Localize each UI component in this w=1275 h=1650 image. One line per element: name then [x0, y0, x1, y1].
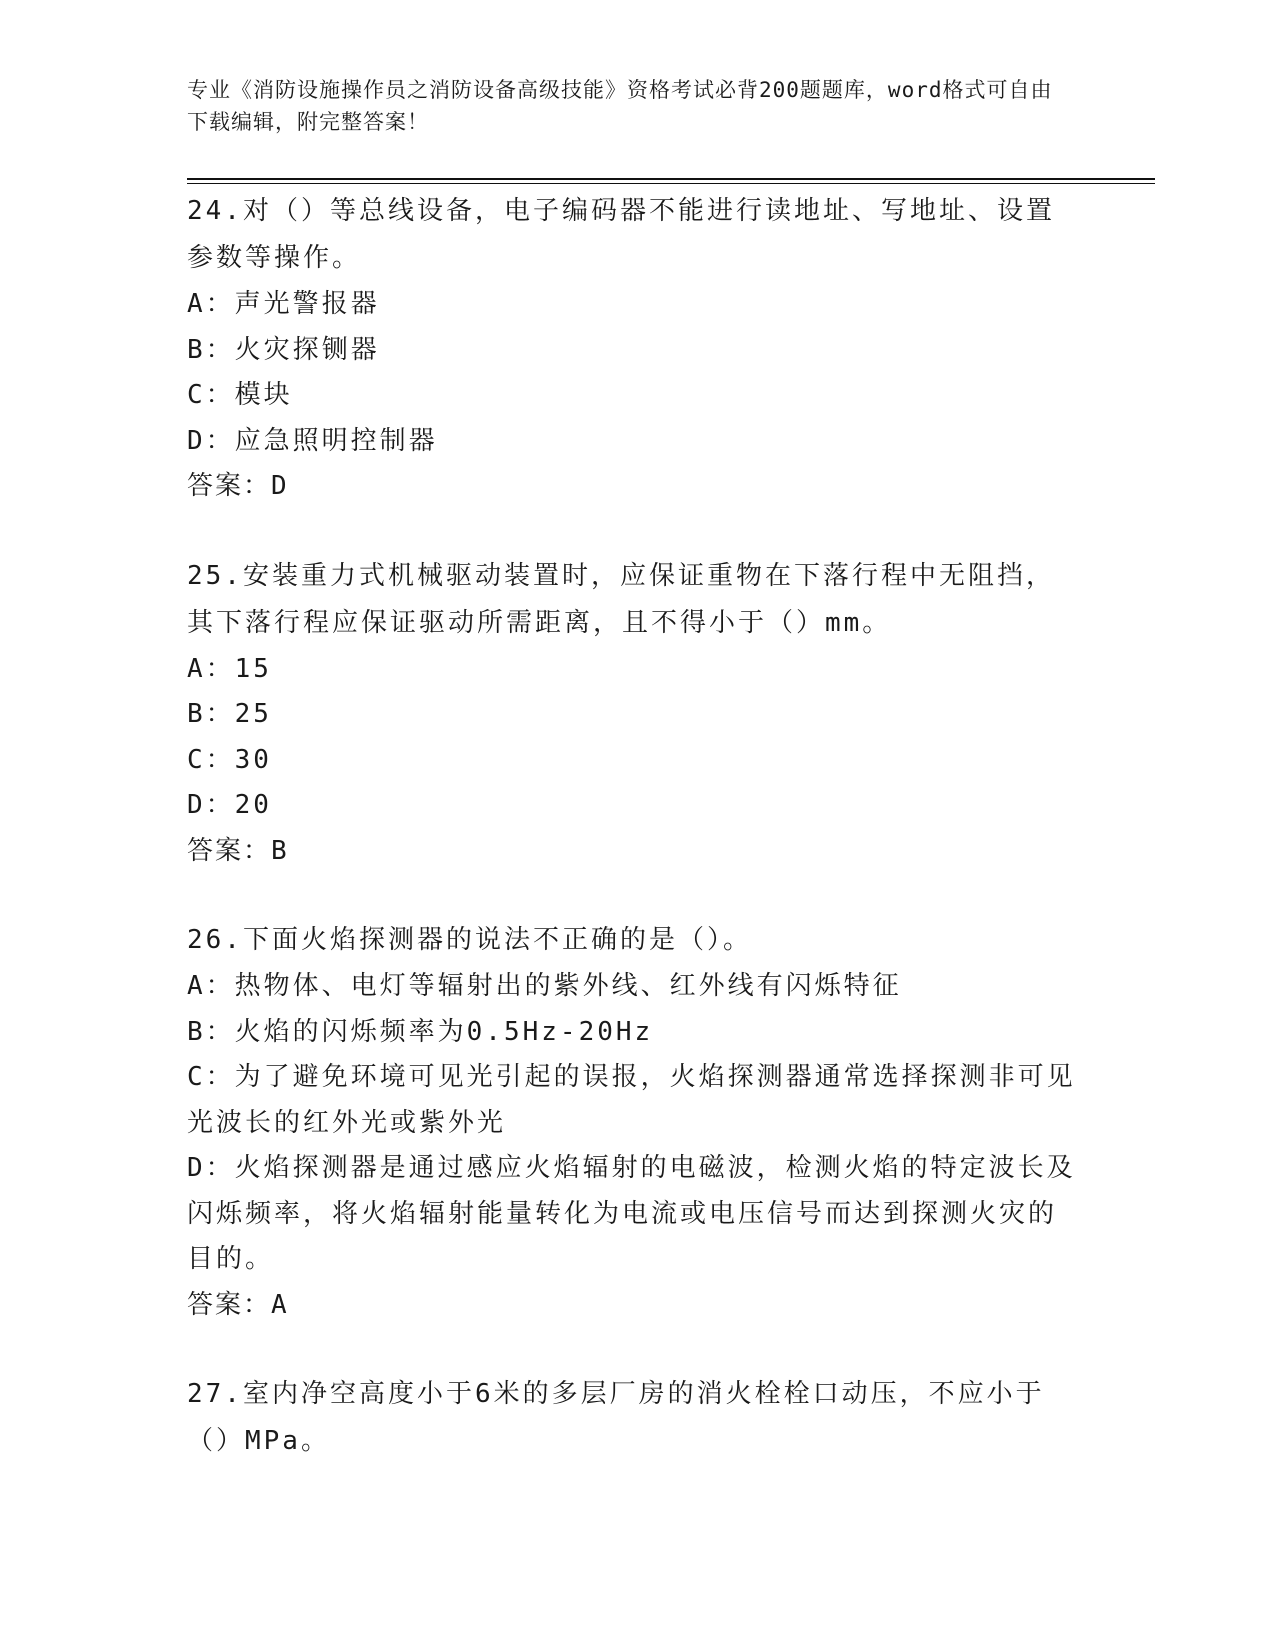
- question-24: [187, 188, 1077, 510]
- question-list: [187, 188, 1077, 1508]
- option-c: C：为了避免环境可见光引起的误报，火焰探测器通常选择探测非可见光波长的红外光或紫外光: [187, 1062, 1076, 1138]
- question-27: [187, 1371, 1077, 1465]
- option-b: B：25: [187, 699, 272, 729]
- answer-label: 答案：: [187, 1289, 272, 1320]
- option-b: B：火焰的闪烁频率为0.5Hz-20Hz: [187, 1016, 654, 1047]
- header-divider-thick: [187, 178, 1155, 180]
- answer-line: [187, 1283, 1077, 1329]
- question-stem: 26.下面火焰探测器的说法不正确的是（）。: [187, 925, 752, 955]
- question-25: [187, 553, 1077, 875]
- option-a: A：15: [187, 653, 272, 684]
- option-d: D：20: [187, 790, 272, 820]
- option-a: A：热物体、电灯等辐射出的紫外线、红外线有闪烁特征: [187, 971, 902, 1001]
- header-divider-thin: [187, 183, 1155, 184]
- option-d: D：应急照明控制器: [187, 425, 438, 456]
- answer-value: B: [271, 835, 289, 866]
- option-d: D：火焰探测器是通过感应火焰辐射的电磁波，检测火焰的特定波长及闪烁频率，将火焰辐射能量转化为电流或电压信号而达到探测火灾的目的。: [187, 1153, 1076, 1274]
- option-a: A：声光警报器: [187, 289, 380, 319]
- document-header: [187, 74, 1067, 138]
- answer-label: 答案：: [187, 835, 272, 866]
- question-stem: 27.室内净空高度小于6米的多层厂房的消火栓栓口动压，不应小于（）MPa。: [187, 1379, 1045, 1456]
- answer-line: [187, 464, 1077, 510]
- answer-label: 答案：: [187, 471, 272, 501]
- option-b: B：火灾探铡器: [187, 334, 380, 365]
- answer-line: [187, 829, 1077, 875]
- question-stem: 25.安装重力式机械驱动装置时，应保证重物在下落行程中无阻挡，其下落行程应保证驱动所需距离，且不得小于（）mm。: [187, 560, 1055, 638]
- answer-value: A: [271, 1289, 289, 1320]
- option-c: C：30: [187, 744, 272, 775]
- header-text: 专业《消防设施操作员之消防设备高级技能》资格考试必背200题题库，word格式可自由下载编辑，附完整答案！: [187, 78, 1053, 134]
- question-stem: 24.对（）等总线设备，电子编码器不能进行读地址、写地址、设置参数等操作。: [187, 196, 1055, 273]
- answer-value: D: [271, 471, 289, 501]
- question-26: [187, 917, 1077, 1328]
- option-c: C：模块: [187, 380, 293, 410]
